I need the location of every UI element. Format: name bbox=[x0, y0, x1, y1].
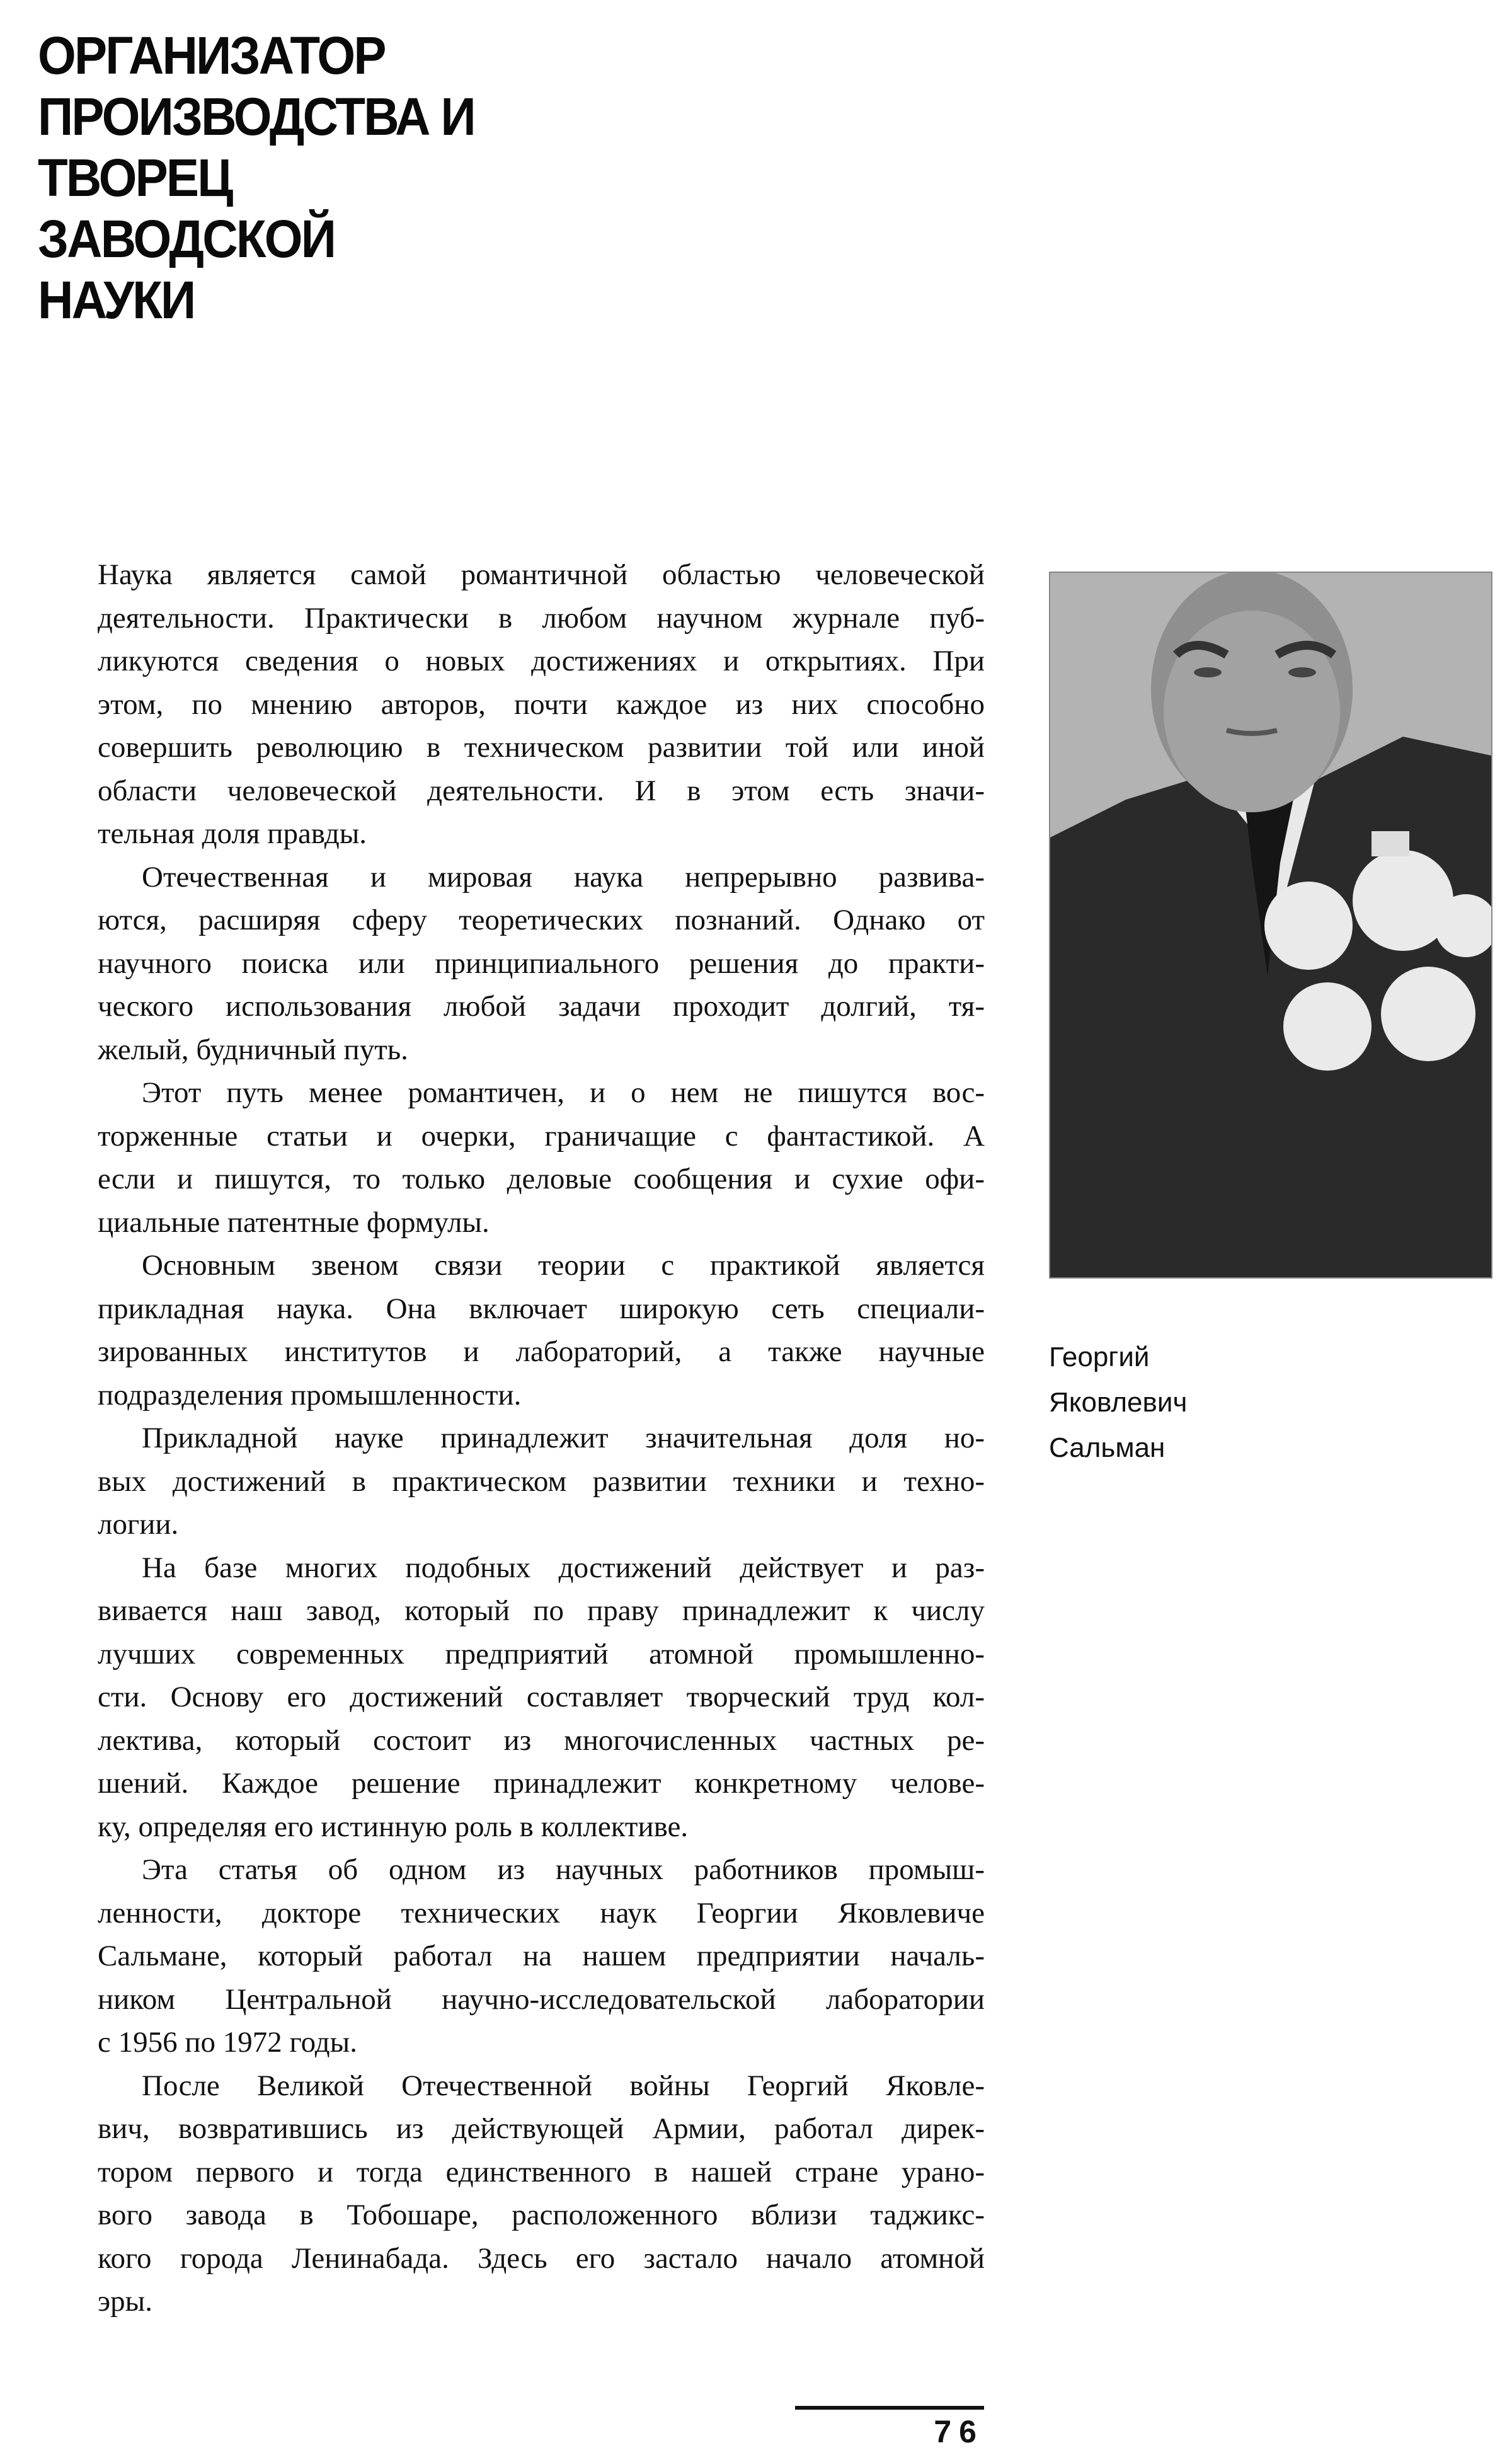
text-line: тором первого и тогда единственного в нашей стране урано- bbox=[98, 2155, 985, 2188]
text-line: вич, возвратившись из действующей Армии, работал дирек- bbox=[98, 2112, 985, 2145]
text-line: Эта статья об одном из научных работников промыш- bbox=[142, 1853, 985, 1886]
title-line: НАУКИ bbox=[38, 270, 195, 330]
text-line: логии. bbox=[98, 1508, 179, 1541]
paragraph bbox=[98, 2064, 985, 2323]
text-line: ленности, докторе технических наук Георгии Яковлевиче bbox=[98, 1896, 985, 1930]
footer-rule bbox=[795, 2406, 984, 2410]
text-line: деятельности. Практически в любом научном журнале пуб- bbox=[98, 601, 985, 635]
text-line: лучших современных предприятий атомной промышленно- bbox=[98, 1637, 985, 1671]
caption-line: Сальман bbox=[1049, 1432, 1166, 1463]
text-line: совершить революцию в техническом развитии той или иной bbox=[98, 731, 985, 764]
article-title bbox=[38, 25, 507, 331]
text-line: вых достижений в практическом развитии техники и техно- bbox=[98, 1464, 985, 1498]
paragraph bbox=[98, 1071, 985, 1244]
paragraph bbox=[98, 1546, 985, 1849]
text-line: На базе многих подобных достижений действует и раз- bbox=[142, 1551, 985, 1584]
text-line: шений. Каждое решение принадлежит конкретному челове- bbox=[98, 1767, 985, 1800]
text-line: ником Центральной научно-исследовательской лаборатории bbox=[98, 1982, 985, 2016]
text-line: области человеческой деятельности. И в этом есть значи- bbox=[98, 774, 985, 807]
text-line: ликуются сведения о новых достижениях и открытиях. При bbox=[98, 645, 985, 677]
paragraph bbox=[98, 856, 985, 1072]
caption-line: Яковлевич bbox=[1049, 1387, 1188, 1418]
text-line: зированных институтов и лабораторий, а также научные bbox=[98, 1335, 985, 1368]
text-line: желый, будничный путь. bbox=[98, 1033, 408, 1066]
text-line: Этот путь менее романтичен, и о нем не пишутся вос- bbox=[142, 1076, 985, 1109]
article-body bbox=[98, 553, 985, 2323]
text-line: ческого использования любой задачи проходит долгий, тя- bbox=[98, 990, 985, 1023]
portrait-image bbox=[1050, 573, 1491, 1277]
text-line: Основным звеном связи теории с практикой является bbox=[142, 1249, 985, 1282]
text-line: научного поиска или принципиального решения до практи- bbox=[98, 946, 985, 980]
caption-line: Георгий bbox=[1049, 1342, 1150, 1372]
text-line: Наука является самой романтичной областью человеческой bbox=[98, 558, 985, 591]
text-line: Прикладной науке принадлежит значительная доля но- bbox=[142, 1422, 985, 1454]
text-line: Отечественная и мировая наука непрерывно развива- bbox=[142, 860, 985, 894]
paragraph bbox=[98, 553, 985, 856]
text-line: подразделения промышленности. bbox=[98, 1378, 522, 1412]
text-line: прикладная наука. Она включает широкую сеть специали- bbox=[98, 1292, 985, 1325]
text-line: вого завода в Тобошаре, расположенного вблизи таджикс- bbox=[98, 2199, 985, 2231]
portrait-photo bbox=[1049, 572, 1492, 1279]
text-line: ку, определяя его истинную роль в коллективе. bbox=[98, 1810, 689, 1843]
paragraph bbox=[98, 1417, 985, 1546]
text-line: если и пишутся, то только деловые сообщения и сухие офи- bbox=[98, 1163, 985, 1195]
text-line: тельная доля правды. bbox=[98, 817, 367, 850]
text-line: лектива, который состоит из многочисленных частных ре- bbox=[98, 1723, 985, 1757]
text-line: ются, расширяя сферу теоретических познаний. Однако от bbox=[98, 904, 985, 936]
text-line: циальные патентные формулы. bbox=[98, 1205, 490, 1239]
title-line: ПРОИЗВОДСТВА И bbox=[38, 87, 474, 146]
text-line: торженные статьи и очерки, граничащие с фантастикой. А bbox=[98, 1119, 985, 1153]
text-line: эры. bbox=[98, 2285, 153, 2318]
title-line: ТВОРЕЦ bbox=[38, 148, 232, 207]
title-line: ЗАВОДСКОЙ bbox=[38, 209, 335, 268]
text-line: с 1956 по 1972 годы. bbox=[98, 2026, 358, 2059]
text-line: этом, по мнению авторов, почти каждое из них способно bbox=[98, 687, 985, 721]
text-line: Сальмане, который работал на нашем предприятии началь- bbox=[98, 1940, 985, 1972]
photo-caption bbox=[1049, 1335, 1187, 1471]
title-line: ОРГАНИЗАТОР bbox=[38, 26, 385, 85]
text-line: сти. Основу его достижений составляет творческий труд кол- bbox=[98, 1681, 985, 1713]
page-number: 76 bbox=[934, 2414, 984, 2449]
text-line: вивается наш завод, который по праву принадлежит к числу bbox=[98, 1594, 985, 1627]
paragraph bbox=[98, 1244, 985, 1417]
paragraph bbox=[98, 1848, 985, 2064]
text-line: После Великой Отечественной войны Георгий Яковле- bbox=[142, 2069, 985, 2102]
text-line: кого города Ленинабада. Здесь его застало начало атомной bbox=[98, 2241, 985, 2275]
